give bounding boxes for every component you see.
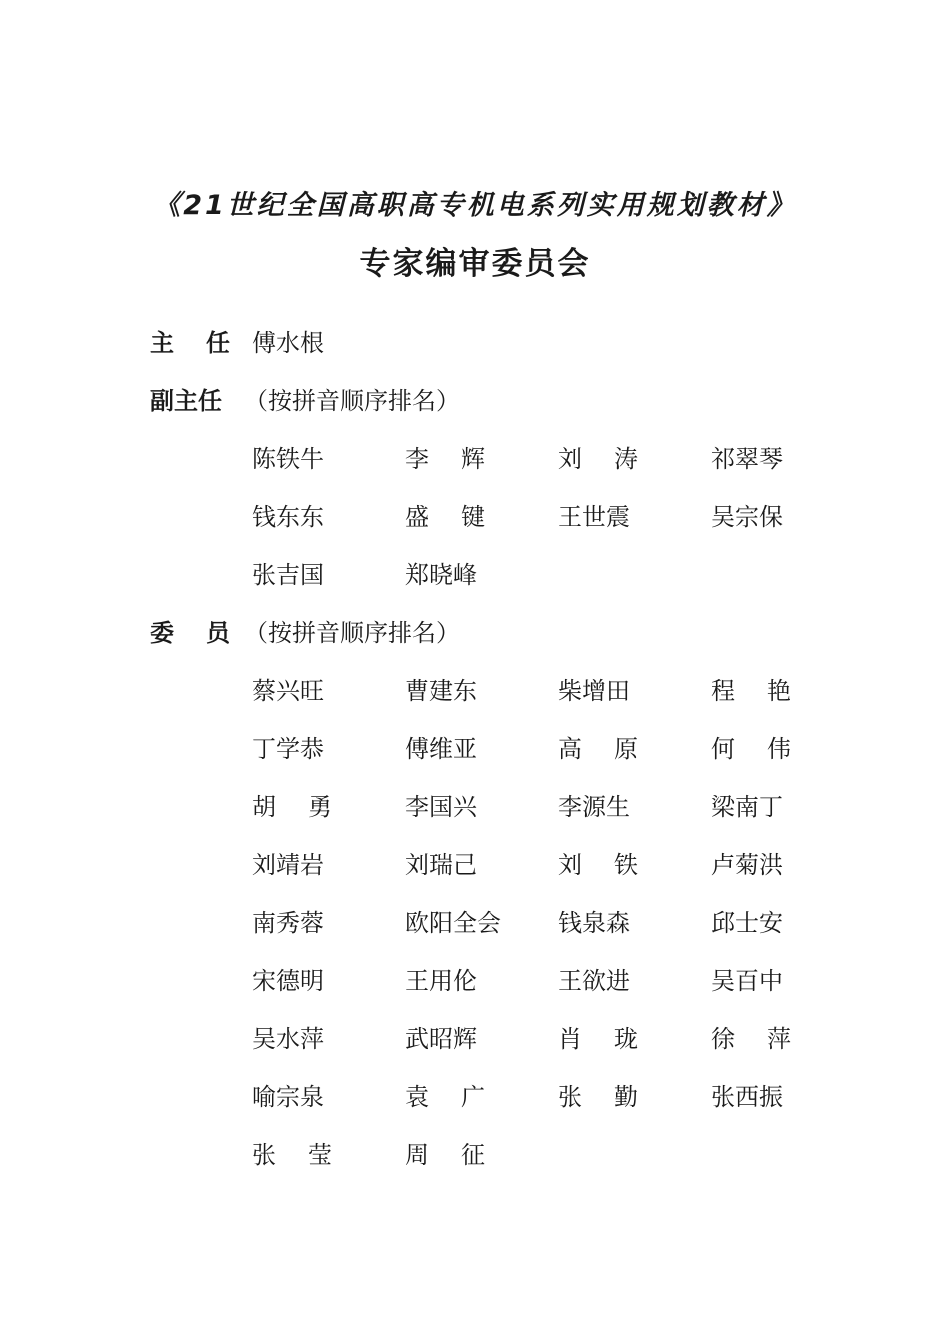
member-name (711, 1022, 791, 1056)
vice-director-name: 陈铁牛 (252, 445, 324, 473)
name-char: 勇 (308, 793, 332, 821)
member-name: 柴增田 (558, 677, 630, 705)
name-char: 张 (558, 1083, 582, 1111)
label-char: 委 (150, 619, 174, 647)
member-name: 李国兴 (405, 793, 477, 821)
director-label (150, 326, 230, 360)
name-char: 珑 (614, 1025, 638, 1053)
name-char: 程 (711, 677, 735, 705)
member-name: 李源生 (558, 793, 630, 821)
name-char: 盛 (405, 503, 429, 531)
director-name: 傅水根 (252, 329, 324, 357)
name-char: 李 (405, 445, 429, 473)
vice-director-name (405, 500, 485, 534)
vice-directors-note: （按拼音顺序排名） (244, 387, 460, 415)
member-name: 刘靖岩 (252, 851, 324, 879)
name-char: 键 (461, 503, 485, 531)
name-char: 萍 (767, 1025, 791, 1053)
name-char: 铁 (614, 851, 638, 879)
name-char: 袁 (405, 1083, 429, 1111)
member-name (558, 1022, 638, 1056)
member-name: 丁学恭 (252, 735, 324, 763)
vice-director-name: 钱东东 (252, 503, 324, 531)
member-name (558, 848, 638, 882)
member-name: 吴水萍 (252, 1025, 324, 1053)
member-name: 曹建东 (405, 677, 477, 705)
name-char: 征 (461, 1141, 485, 1169)
name-char: 勤 (614, 1083, 638, 1111)
name-char: 刘 (558, 851, 582, 879)
name-char: 艳 (767, 677, 791, 705)
members-note: （按拼音顺序排名） (244, 619, 460, 647)
label-char: 任 (206, 329, 230, 357)
name-char: 胡 (252, 793, 276, 821)
member-name: 王欲进 (558, 967, 630, 995)
committee-title: 专家编审委员会 (359, 246, 591, 282)
vice-director-name: 张吉国 (252, 561, 324, 589)
member-name (252, 1138, 332, 1172)
book-title: 《21世纪全国高职高专机电系列实用规划教材》 (153, 190, 797, 221)
name-char: 高 (558, 735, 582, 763)
member-name: 欧阳全会 (405, 909, 501, 937)
vice-director-name (558, 442, 638, 476)
vice-director-name (405, 442, 485, 476)
name-char: 广 (461, 1083, 485, 1111)
label-char: 员 (206, 619, 230, 647)
member-name (711, 732, 791, 766)
member-name: 刘瑞己 (405, 851, 477, 879)
member-name: 邱士安 (711, 909, 783, 937)
name-char: 辉 (461, 445, 485, 473)
member-name: 王用伦 (405, 967, 477, 995)
vice-directors-label: 副主任 (150, 387, 222, 415)
member-name: 吴百中 (711, 967, 783, 995)
member-name: 钱泉森 (558, 909, 630, 937)
member-name: 傅维亚 (405, 735, 477, 763)
members-label (150, 616, 230, 650)
member-name: 张西振 (711, 1083, 783, 1111)
member-name: 卢菊洪 (711, 851, 783, 879)
label-char: 主 (150, 329, 174, 357)
member-name: 喻宗泉 (252, 1083, 324, 1111)
vice-director-name: 吴宗保 (711, 503, 783, 531)
name-char: 周 (405, 1141, 429, 1169)
member-name (405, 1138, 485, 1172)
member-name (405, 1080, 485, 1114)
member-name: 宋德明 (252, 967, 324, 995)
member-name: 蔡兴旺 (252, 677, 324, 705)
member-name (558, 1080, 638, 1114)
name-char: 徐 (711, 1025, 735, 1053)
name-char: 何 (711, 735, 735, 763)
member-name (252, 790, 332, 824)
member-name: 南秀蓉 (252, 909, 324, 937)
vice-director-name: 郑晓峰 (405, 561, 477, 589)
name-char: 伟 (767, 735, 791, 763)
name-char: 莹 (308, 1141, 332, 1169)
name-char: 刘 (558, 445, 582, 473)
vice-director-name: 祁翠琴 (711, 445, 783, 473)
name-char: 肖 (558, 1025, 582, 1053)
name-char: 涛 (614, 445, 638, 473)
member-name (558, 732, 638, 766)
name-char: 原 (614, 735, 638, 763)
member-name: 梁南丁 (711, 793, 783, 821)
name-char: 张 (252, 1141, 276, 1169)
member-name: 武昭辉 (405, 1025, 477, 1053)
vice-director-name: 王世震 (558, 503, 630, 531)
member-name (711, 674, 791, 708)
